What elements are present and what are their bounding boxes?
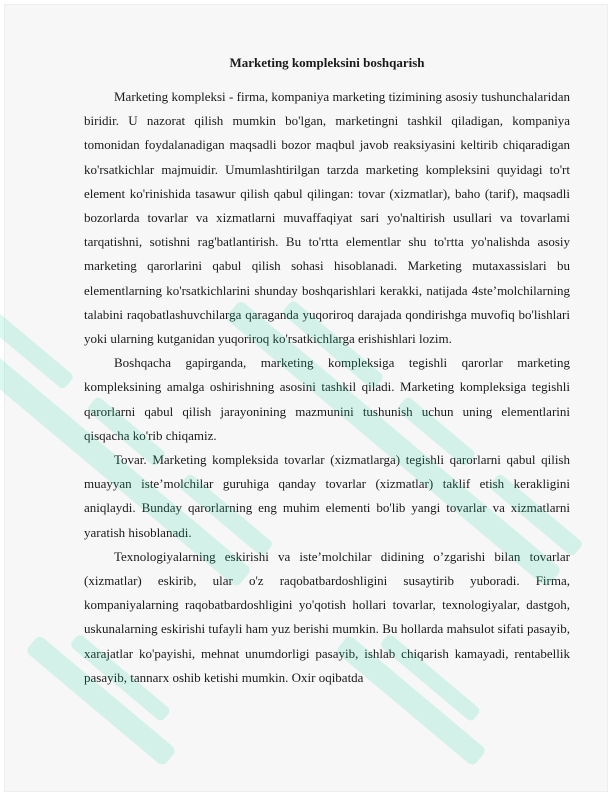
paragraph-4: Texnologiyalarning eskirishi va iste’molchilar didining o’zgarishi bilan tovarlar (xizmatlar) eskirib, ular o'z raqobatbardoshligini susaytirib yuboradi. Firma, kompaniyalarning raqobatbardoshligini yo'qotish hollari tovarlar, texnologiyalar, dastgoh, uskunalarning eskirishi tufayli ham yuz berishi mumkin. Bu hollarda mahsulot sifati pasayib, xarajatlar ko'payishi, mehnat unumdorligi pasayib, ishlab chiqarish kamayadi, rentabellik pasayib, tannarx oshib ketishi mumkin. Oxir oqibatda bbox=[84, 548, 570, 685]
paragraph-2: Boshqacha gapirganda, marketing kompleksiga tegishli qarorlar marketing kompleksining amalga oshirishning asosini tashkil qiladi. Marketing kompleksiga tegishli qarorlarni qabul qilish jarayonining mazmunini tushunish uchun uning elementlarini qisqacha ko'rib chiqamiz. bbox=[84, 355, 570, 443]
document-title: Marketing kompleksini boshqarish bbox=[229, 55, 425, 70]
paragraph-3: Tovar. Marketing kompleksida tovarlar (xizmatlarga) tegishli qarorlarni qabul qilish muayyan iste’molchilar guruhiga qanday tovarlar (xizmatlar) taklif etish kerakligini aniqlaydi. Bunday qarorlarning eng muhim elementi bo'lib yangi tovarlar va xizmatlarni yaratish hisoblanadi. bbox=[84, 452, 570, 540]
document-body bbox=[84, 52, 570, 690]
paragraph-1: Marketing kompleksi - firma, kompaniya marketing tizimining asosiy tushunchalaridan biridir. U nazorat qilish mumkin bo'lgan, marketingni tashkil qiladigan, kompaniya tomonidan foydalanadigan maqsadli bozor maqbul javob reaksiyasini keltirib chiqaradigan ko'rsatkichlar majmuidir. Umumlashtirilgan tarzda marketing kompleksini quyidagi to'rt element ko'rinishida tasawur qilish qabul qilingan: tovar (xizmatlar), baho (tarif), maqsadli bozorlarda tovarlar va xizmatlarni muvaffaqiyat sari yo'naltirish usullari va tovarlami tarqatishni, sotishni rag'batlantirish. Bu to'rtta elementlar shu to'rtta yo'nalishda asosiy marketing qarorlarini qabul qilish sohasi hisoblanadi. Marketing mutaxassislari bu elementlarning ko'rsatkichlarini shunday boshqarishlari kerakki, natijada 4ste’molchilarning talabini raqobatlashuvchilarga qaraganda yuqoriroq darajada qondirishga muvofiq bo'lishlari yoki ularning kutganidan yuqoriroq ko'rsatkichlarga erishishlari lozim. bbox=[84, 89, 570, 347]
